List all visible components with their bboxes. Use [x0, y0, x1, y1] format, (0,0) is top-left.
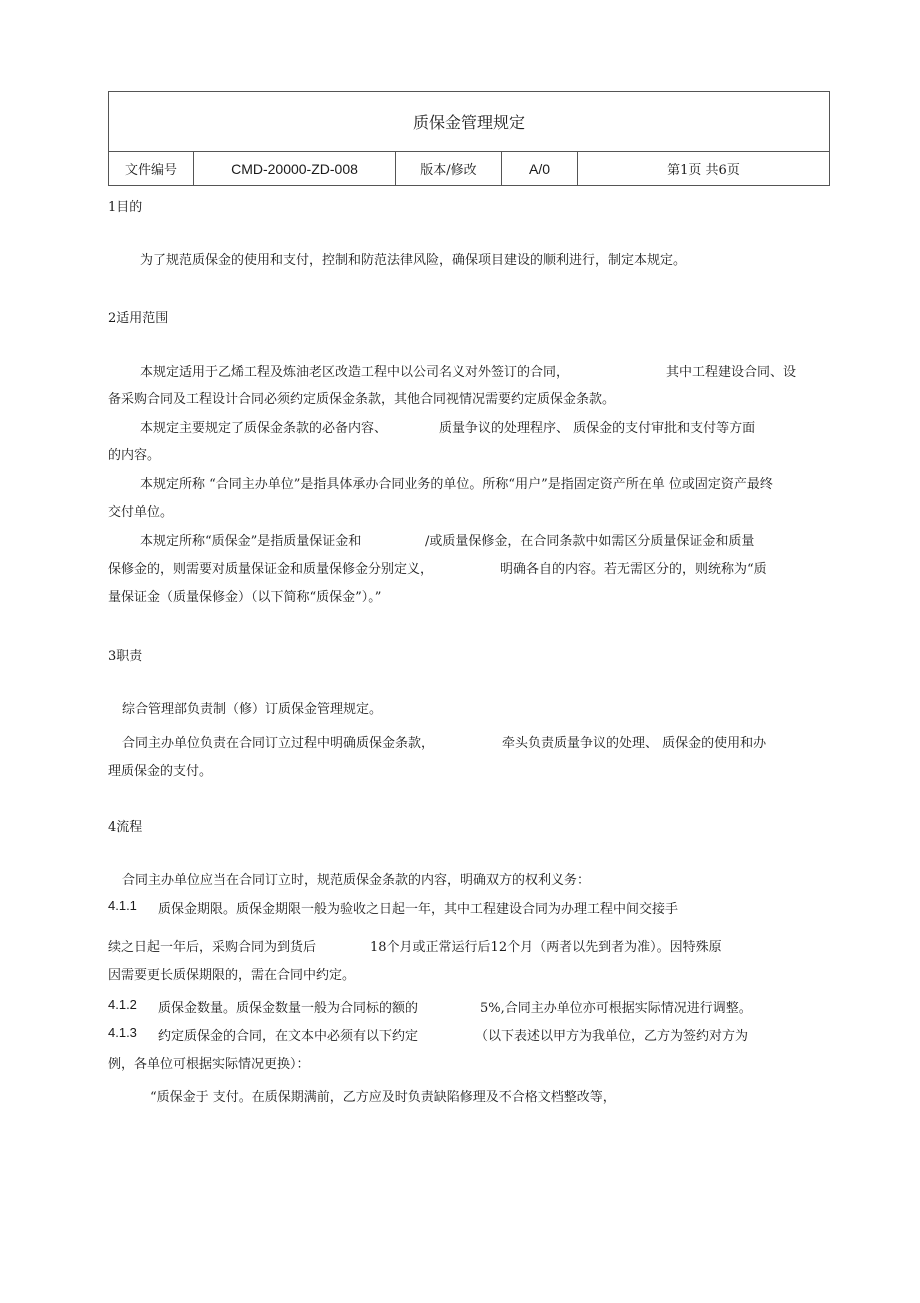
- section-2-line: 本规定主要规定了质保金条款的必备内容、: [140, 421, 388, 436]
- section-2-line: 本规定所称“质保金”是指质量保证金和: [140, 534, 362, 549]
- clause-4-1-2-text: 质保金数量。质保金数量一般为合同标的额的: [158, 1001, 419, 1016]
- section-2-line: 其中工程建设合同、设: [666, 365, 797, 380]
- header-table: [108, 91, 830, 186]
- section-1-title: 1目的: [108, 200, 143, 215]
- section-2-line: 量保证金（质量保修金）（以下简称“质保金”）。”: [108, 590, 382, 605]
- section-2-line: 的内容。: [108, 448, 161, 463]
- clause-4-1-1-line: 18个月或正常运行后12个月（两者以先到者为准）。因特殊原: [370, 940, 722, 955]
- section-1-paragraph: 为了规范质保金的使用和支付，控制和防范法律风险，确保项目建设的顺利进行，制定本规定。: [140, 253, 687, 268]
- section-4-title: 4流程: [108, 820, 143, 835]
- clause-4-1-2-number: 4.1.2: [108, 997, 137, 1012]
- section-3-line: 理质保金的支付。: [108, 764, 213, 779]
- clause-4-1-1-line: 因需要更长质保期限的，需在合同中约定。: [108, 968, 356, 983]
- section-2-line: 本规定适用于乙烯工程及炼油老区改造工程中以公司名义对外签订的合同，: [140, 365, 570, 380]
- section-2-line: 交付单位。: [108, 505, 174, 520]
- header-info-row: [109, 151, 829, 186]
- clause-4-1-3-line: 例，各单位可根据实际情况更换）：: [108, 1057, 310, 1072]
- section-4-intro: 合同主办单位应当在合同订立时，规范质保金条款的内容，明确双方的权利义务：: [122, 873, 591, 888]
- section-2-title: 2适用范围: [108, 311, 169, 326]
- doc-no-value: CMD-20000-ZD-008: [193, 151, 395, 186]
- clause-4-1-3-tail: （以下表述以甲方为我单位，乙方为签约对方为: [475, 1029, 749, 1044]
- clause-4-1-1-number: 4.1.1: [108, 898, 137, 913]
- section-2-line: /或质量保修金，在合同条款中如需区分质量保证金和质量: [425, 534, 755, 549]
- section-2-line: 质量争议的处理程序、 质保金的支付审批和支付等方面: [439, 421, 756, 436]
- version-value: A/0: [501, 151, 577, 186]
- page-info: 第1页 共6页: [577, 151, 829, 186]
- quote-line: “质保金于 支付。在质保期满前，乙方应及时负责缺陷修理及不合格文档整改等，: [150, 1090, 616, 1105]
- document-title: 质保金管理规定: [109, 92, 829, 152]
- clause-4-1-2-percent: 5%,合同主办单位亦可根据实际情况进行调整。: [480, 1001, 752, 1016]
- doc-no-label: 文件编号: [124, 163, 177, 178]
- section-2-line: 备采购合同及工程设计合同必须约定质保金条款，其他合同视情况需要约定质保金条款。: [108, 392, 616, 407]
- section-3-line: 综合管理部负责制（修）订质保金管理规定。: [122, 702, 383, 717]
- section-3-title: 3职责: [108, 649, 143, 664]
- section-2-line: 本规定所称 “合同主办单位”是指具体承办合同业务的单位。所称“用户”是指固定资产所在单 位或固定资产最终: [140, 477, 773, 492]
- section-2-line: 明确各自的内容。若无需区分的，则统称为“质: [500, 562, 767, 577]
- clause-4-1-1-text: 质保金期限。质保金期限一般为验收之日起一年，其中工程建设合同为办理工程中间交接手: [158, 902, 679, 917]
- section-3-line: 合同主办单位负责在合同订立过程中明确质保金条款，: [122, 736, 435, 751]
- section-2-line: 保修金的，则需要对质量保证金和质量保修金分别定义，: [108, 562, 434, 577]
- section-3-line: 牵头负责质量争议的处理、 质保金的使用和办: [502, 736, 767, 751]
- clause-4-1-3-number: 4.1.3: [108, 1025, 137, 1040]
- clause-4-1-1-line: 续之日起一年后，采购合同为到货后: [108, 940, 317, 955]
- version-label: 版本/修改: [395, 151, 501, 186]
- clause-4-1-3-text: 约定质保金的合同，在文本中必须有以下约定: [158, 1029, 419, 1044]
